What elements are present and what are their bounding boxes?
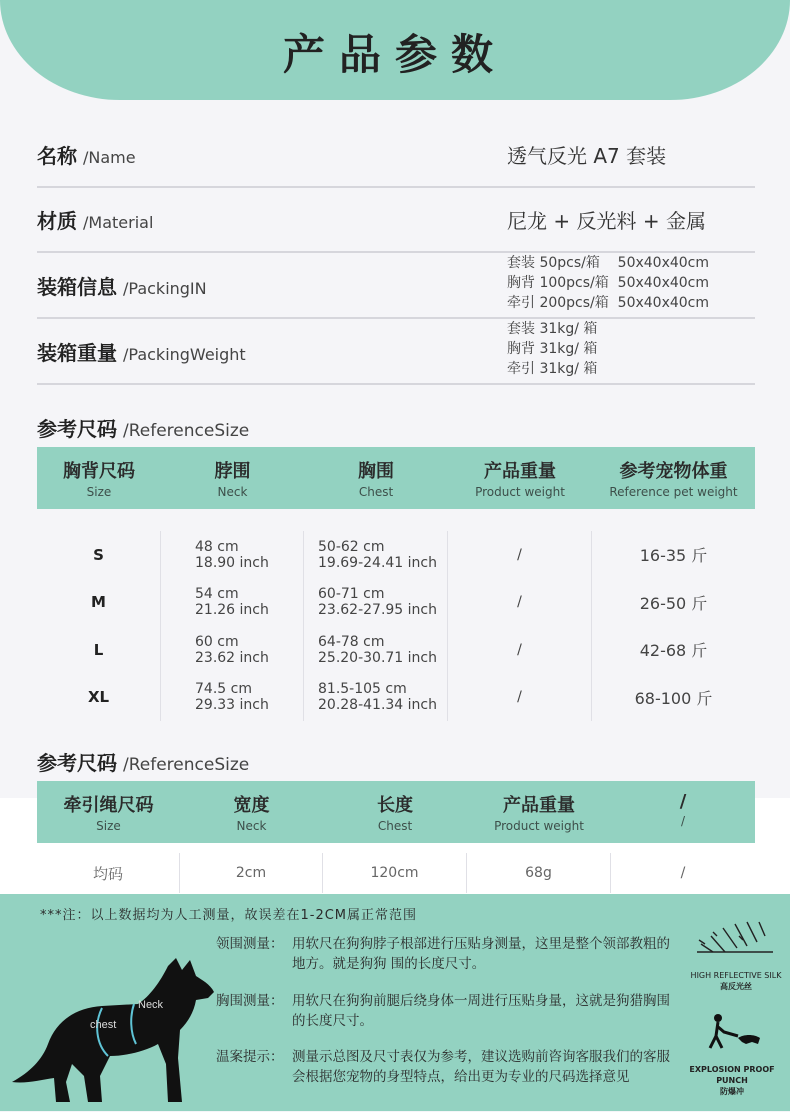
- chest-cell: 50-62 cm 19.69-24.41 inch: [304, 531, 448, 579]
- width-cell: 2cm: [180, 853, 323, 893]
- table-header-leash: [37, 781, 755, 843]
- tip-text: 测量示总图及尺寸表仅为参考，建议选购前咨询客服我们的客服会根据您宠物的身型特点，给出更为专业的尺码选择意见: [292, 1049, 670, 1085]
- chest-cell: 64-78 cm 25.20-30.71 inch: [304, 626, 448, 674]
- table-row: [37, 579, 755, 627]
- weight-cell: 68g: [467, 853, 611, 893]
- spec-lines: 套装 31kg/ 箱 胸背 31kg/ 箱 牵引 31kg/ 箱: [507, 321, 598, 377]
- pet-weight-cell: 42-68 斤: [639, 641, 708, 661]
- dog-chest-label: chest: [90, 1019, 117, 1031]
- neck-cell: 60 cm 23.62 inch: [161, 626, 304, 674]
- spec-row-name: [37, 120, 755, 188]
- weight-cell: /: [448, 531, 592, 579]
- header-cell: 牵引绳尺码 Size: [63, 795, 154, 833]
- size-cell: M: [37, 579, 161, 627]
- neck-cell: 54 cm 21.26 inch: [161, 579, 304, 627]
- chest-measure-label: 胸围测量：: [216, 993, 284, 1009]
- neck-measure-label: 领围测量：: [216, 936, 284, 952]
- table-body-harness: [37, 531, 755, 721]
- table-row: [37, 853, 755, 893]
- header-cell: 宽度 Neck: [233, 795, 270, 833]
- neck-cell: 48 cm 18.90 inch: [161, 531, 304, 579]
- spec-value: 透气反光 A7 套装: [507, 144, 667, 168]
- explosion-proof-caption: EXPLOSION PROOF PUNCH 防爆冲: [689, 1065, 775, 1096]
- table-body-leash: [37, 853, 755, 893]
- pet-weight-cell: 68-100 斤: [634, 688, 713, 708]
- header-cell: 产品重量 Product weight: [475, 461, 565, 499]
- chest-measure-text: 用软尺在狗狗前腿后绕身体一周进行压贴身量，这就是狗猎胸围的长度尺寸。: [292, 993, 670, 1029]
- neck-cell: 74.5 cm 29.33 inch: [161, 674, 304, 722]
- header-cell: 胸围 Chest: [358, 461, 394, 499]
- spec-label: 装箱信息 /PackingIN: [37, 275, 207, 299]
- measurement-footer: [0, 894, 790, 1111]
- size-cell: S: [37, 531, 161, 579]
- table-row: [37, 531, 755, 579]
- table-row: [37, 674, 755, 722]
- spec-row-material: [37, 186, 755, 253]
- size-cell: XL: [37, 674, 161, 722]
- spec-label: 装箱重量 /PackingWeight: [37, 341, 246, 365]
- header-cell: 长度 Chest: [377, 795, 413, 833]
- spec-label: 材质 /Material: [37, 209, 154, 233]
- spec-label: 名称 /Name: [37, 144, 136, 168]
- page-title: 产品参数: [282, 30, 507, 79]
- header-cell: 产品重量 Product weight: [494, 795, 584, 833]
- explosion-proof-icon: [708, 1012, 764, 1054]
- reflective-silk-caption: HIGH REFLECTIVE SILK 高反光丝: [690, 971, 782, 991]
- table-row: [37, 626, 755, 674]
- spec-lines: 套装 50pcs/箱 50x40x40cm 胸背 100pcs/箱 50x40x40cm 牵引 200pcs/箱 50x40x40cm: [507, 255, 710, 311]
- spec-row-packing: [37, 251, 755, 319]
- weight-cell: /: [448, 579, 592, 627]
- reflective-silk-icon: [695, 918, 775, 958]
- pet-weight-cell: 16-35 斤: [639, 546, 708, 566]
- spec-value: 尼龙 + 反光料 + 金属: [507, 209, 706, 233]
- size-cell: 均码: [37, 853, 180, 893]
- header-cell: 参考宠物体重 Reference pet weight: [609, 461, 738, 499]
- length-cell: 120cm: [323, 853, 467, 893]
- dog-neck-label: Neck: [138, 999, 164, 1011]
- table-header-harness: [37, 447, 755, 509]
- chest-cell: 81.5-105 cm 20.28-41.34 inch: [304, 674, 448, 722]
- measurement-note: ***注：以上数据均为人工测量，故误差在1-2CM属正常范围: [40, 908, 418, 923]
- header-cell: 脖围 Neck: [214, 461, 251, 499]
- weight-cell: /: [448, 626, 592, 674]
- section-title-harness: 参考尺码 /ReferenceSize: [37, 417, 250, 441]
- tip-label: 温案提示：: [216, 1049, 284, 1065]
- extra-cell: /: [680, 865, 686, 881]
- chest-cell: 60-71 cm 23.62-27.95 inch: [304, 579, 448, 627]
- size-cell: L: [37, 626, 161, 674]
- section-title-leash: 参考尺码 /ReferenceSize: [37, 751, 250, 775]
- header-cell: / /: [679, 791, 687, 828]
- header-cell: 胸背尺码 Size: [63, 461, 135, 499]
- dog-silhouette-icon: [10, 952, 220, 1112]
- weight-cell: /: [448, 674, 592, 722]
- neck-measure-text: 用软尺在狗狗脖子根部进行压贴身测量，这里是整个领部教粗的地方。就是狗狗 围的长度尺寸。: [292, 936, 670, 972]
- pet-weight-cell: 26-50 斤: [639, 593, 708, 613]
- spec-row-weight: [37, 317, 755, 385]
